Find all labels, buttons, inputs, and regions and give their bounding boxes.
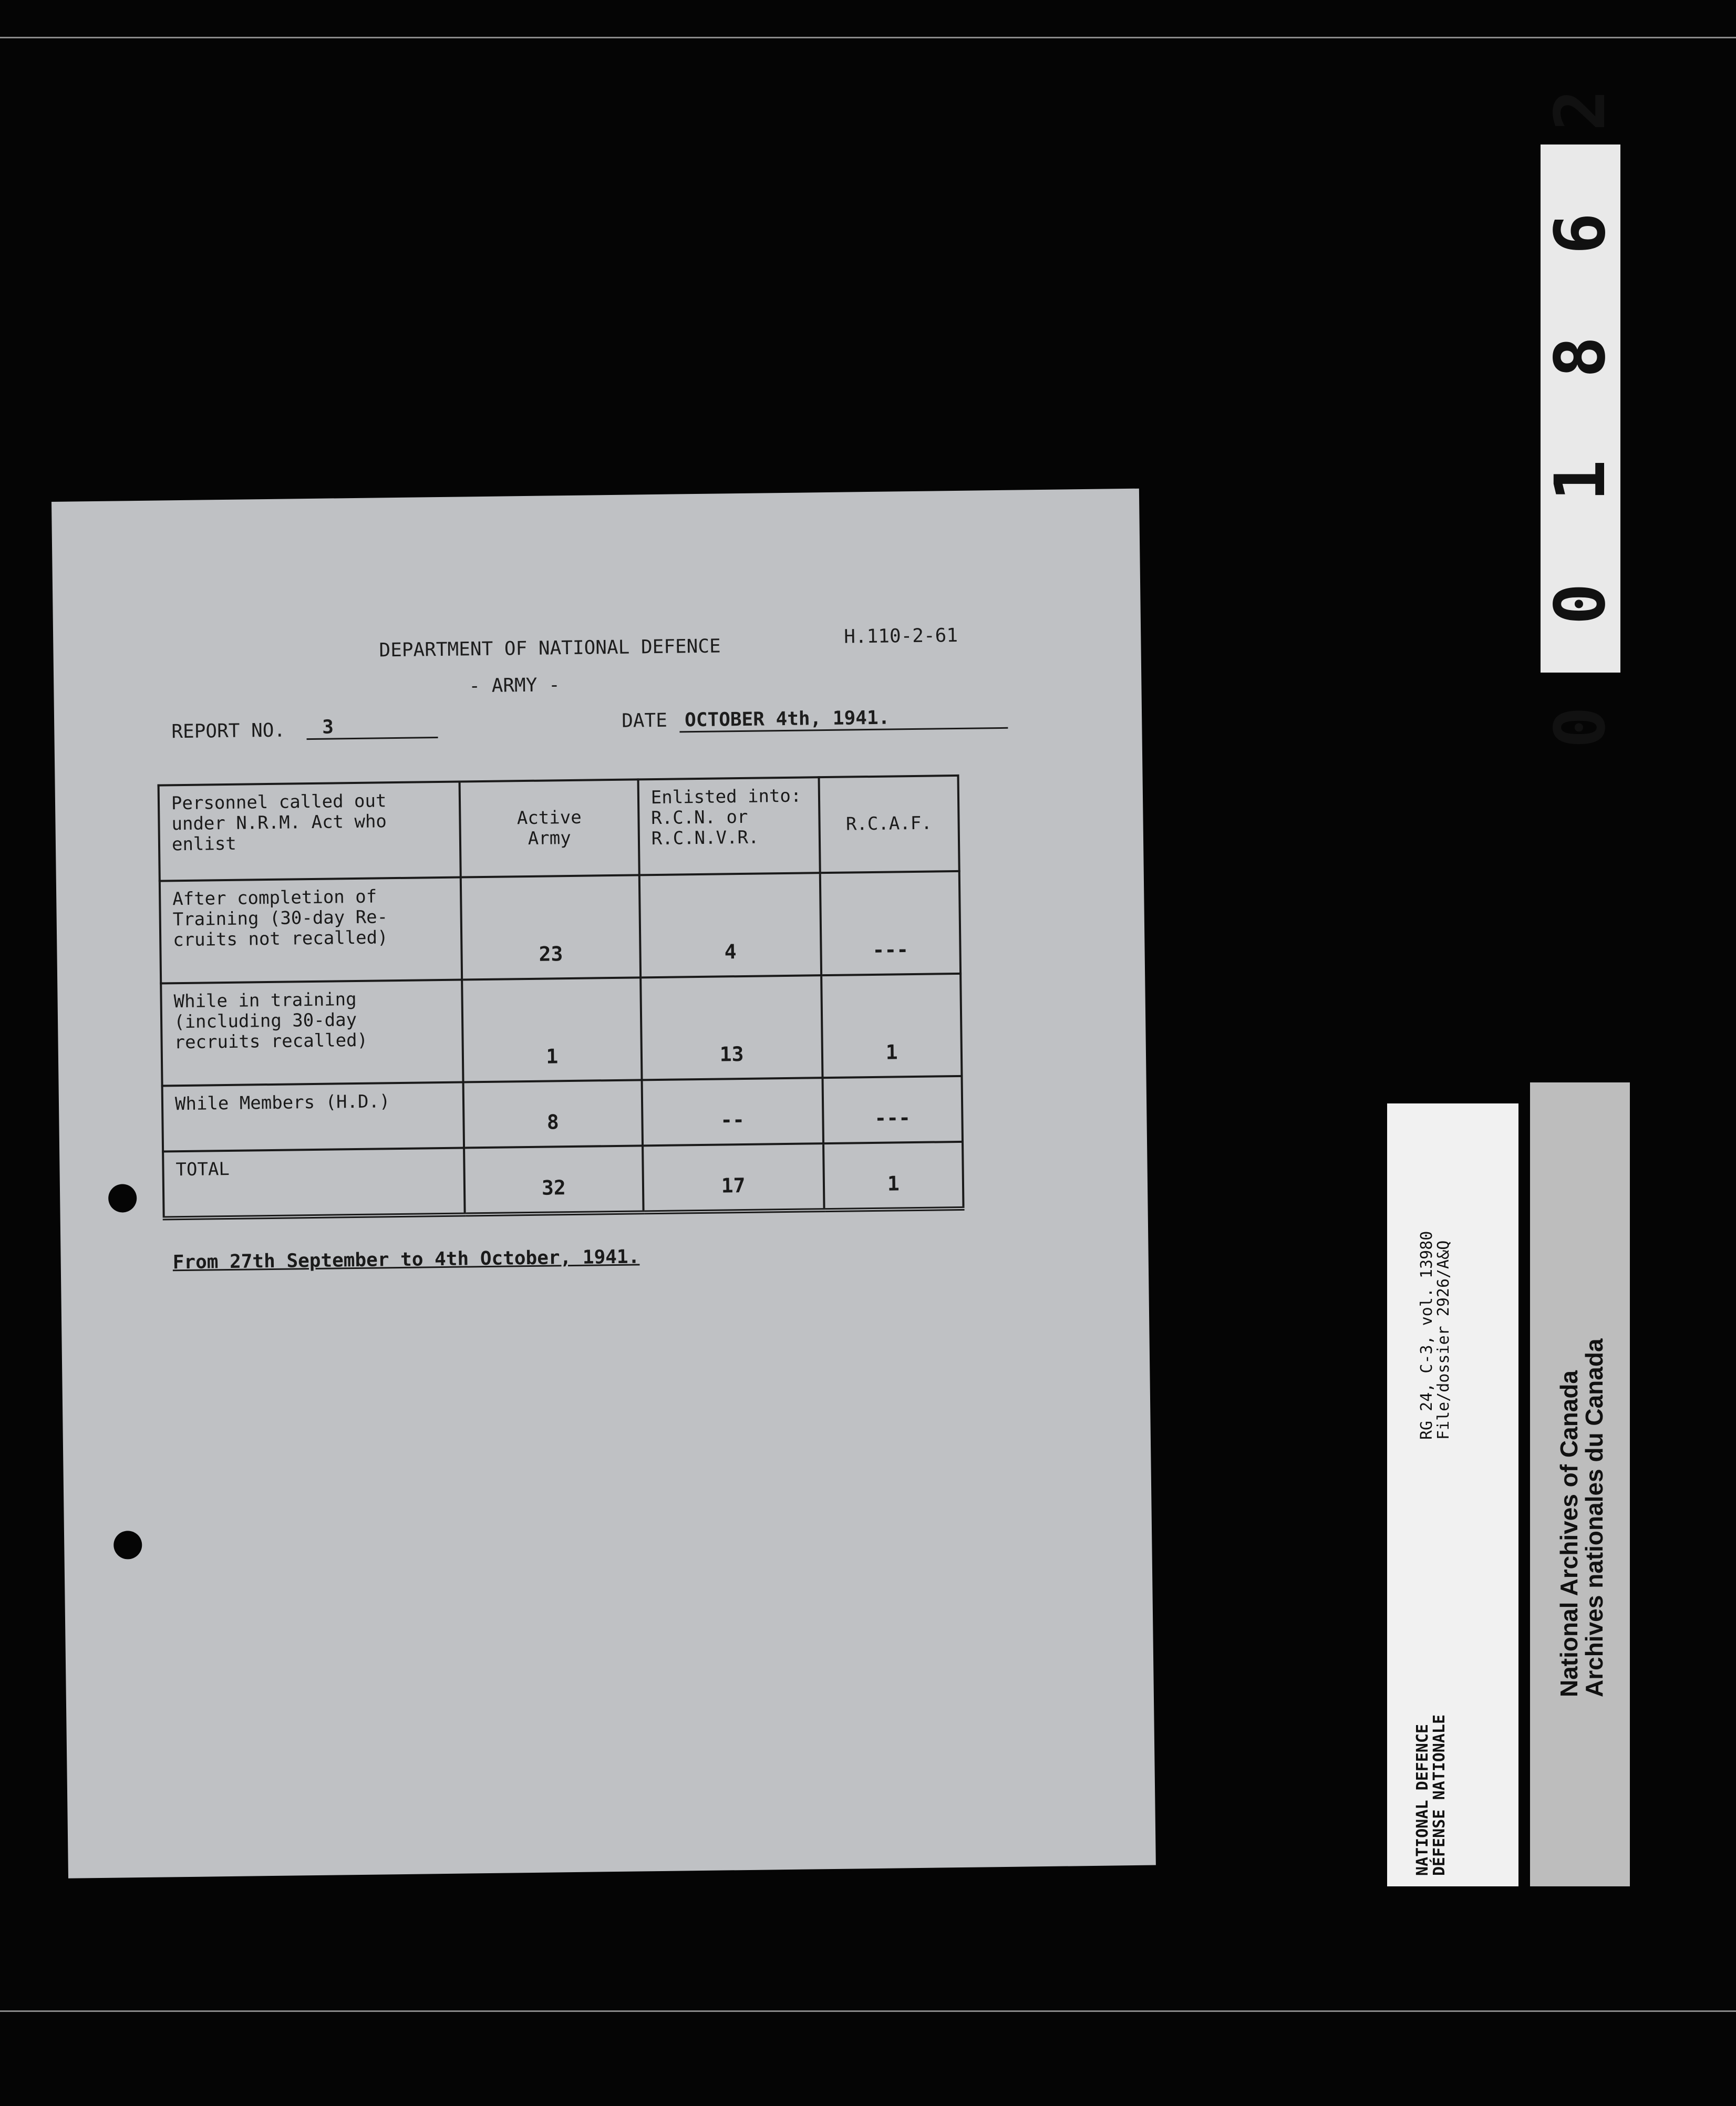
department-heading: DEPARTMENT OF NATIONAL DEFENCE bbox=[379, 635, 721, 662]
rcn-total: 17 bbox=[643, 1143, 824, 1212]
header-rcn: Enlisted into: R.C.N. or R.C.N.V.R. bbox=[638, 777, 820, 875]
branch-heading: - ARMY - bbox=[469, 674, 560, 697]
punch-hole bbox=[108, 1184, 137, 1213]
rcn-value: 13 bbox=[640, 975, 822, 1080]
archive-label-strip bbox=[1530, 1082, 1630, 1886]
active-army-value: 1 bbox=[462, 977, 642, 1082]
active-army-value: 23 bbox=[461, 875, 640, 979]
row-label: While in training (including 30-day recruits recalled) bbox=[161, 980, 463, 1086]
archive-name: National Archives of Canada Archives nationales du Canada bbox=[1555, 1338, 1608, 1697]
row-label: While Members (H.D.) bbox=[162, 1082, 464, 1152]
date-value: OCTOBER 4th, 1941. bbox=[679, 706, 1008, 733]
punch-hole bbox=[113, 1531, 142, 1560]
archive-reference: RG 24, C-3, vol. 13980 File/dossier 2926/A&Q bbox=[1418, 1231, 1453, 1440]
report-number-label: REPORT NO. bbox=[171, 719, 286, 743]
row-label: After completion of Training (30-day Re- cruits not recalled) bbox=[160, 877, 462, 984]
frame-number-strip bbox=[1540, 69, 1621, 748]
file-reference: H.110-2-61 bbox=[844, 624, 958, 648]
table-row bbox=[162, 1076, 963, 1152]
header-rcaf: R.C.A.F. bbox=[819, 776, 959, 873]
rcn-value: 4 bbox=[639, 873, 821, 977]
archive-label-card bbox=[1387, 1103, 1518, 1886]
header-personnel: Personnel called out under N.R.M. Act who enlist bbox=[159, 782, 461, 881]
document-sheet bbox=[51, 489, 1156, 1878]
department-stamp: NATIONAL DEFENCE DÉFENSE NATIONALE bbox=[1413, 1714, 1449, 1876]
rcaf-value: --- bbox=[822, 1076, 963, 1143]
frame-number: 0 0 1 8 6 2 bbox=[1540, 69, 1621, 748]
rcn-value: -- bbox=[642, 1078, 823, 1145]
rcaf-value: 1 bbox=[821, 974, 962, 1078]
active-army-total: 32 bbox=[464, 1145, 644, 1214]
film-edge-bottom bbox=[0, 2010, 1736, 2012]
row-label: TOTAL bbox=[163, 1148, 464, 1219]
reporting-period: From 27th September to 4th October, 1941. bbox=[172, 1246, 640, 1274]
table-row bbox=[160, 871, 960, 984]
header-active-army: Active Army bbox=[459, 779, 639, 877]
table-total-row bbox=[163, 1142, 963, 1219]
table-header-row bbox=[159, 776, 959, 881]
rcaf-value: --- bbox=[820, 871, 960, 975]
film-edge-top bbox=[0, 37, 1736, 38]
table-row bbox=[161, 974, 962, 1086]
date-label: DATE bbox=[621, 709, 668, 732]
report-number-value: 3 bbox=[306, 715, 438, 740]
active-army-value: 8 bbox=[463, 1080, 642, 1148]
rcaf-total: 1 bbox=[823, 1142, 964, 1210]
enlistment-table bbox=[158, 775, 965, 1221]
